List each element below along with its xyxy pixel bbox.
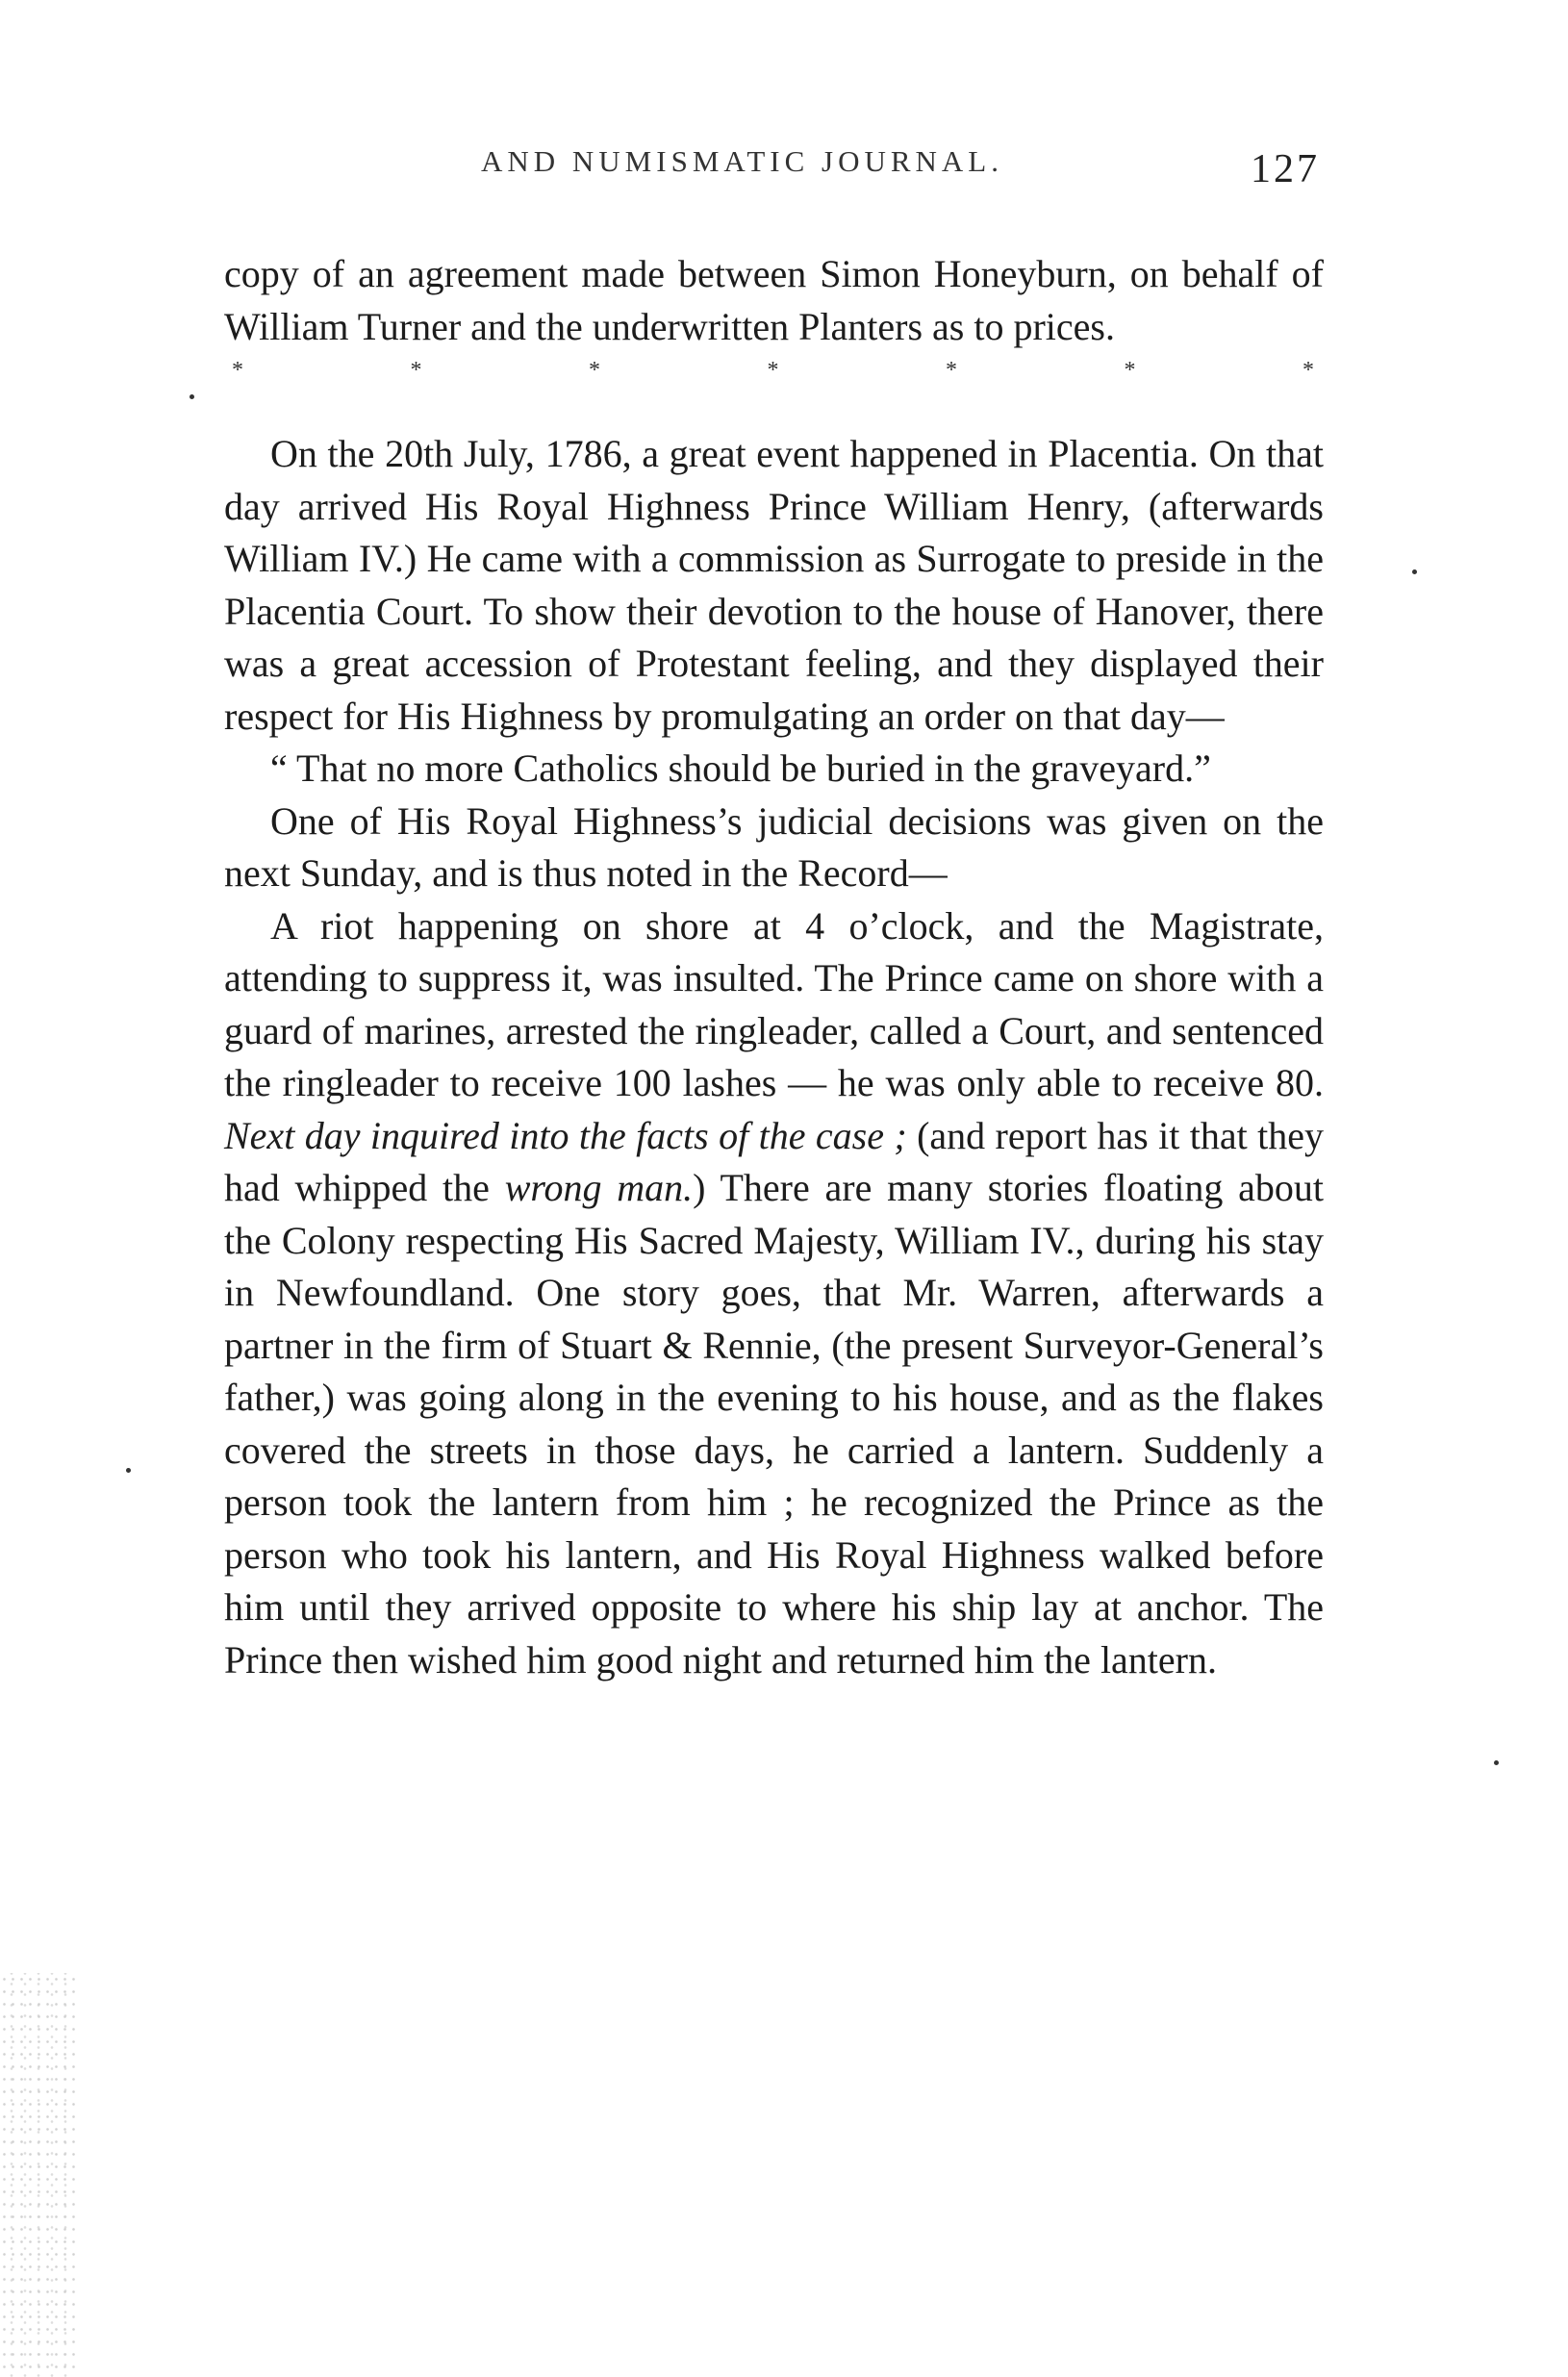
stray-ink-mark (190, 394, 194, 399)
riot-text-part3: ) There are many stories floating about the Colony respecting His Sacred Majesty, William IV., during his stay in Newfoundland. One story goes, that Mr. Warren, afterwards a partner in the firm of Stuart & Rennie, (the present Surveyor-General’s father,) was going along in the evening to his house, and as the flakes covered the streets in those days, he carried a lantern. Suddenly a person took the lantern from him ; he recognized the Prince as the person who took his lantern, and His Royal Highness walked before him until they arrived opposite to where his ship lay at anchor. The Prince then wished him good night and returned him the lantern. (224, 1166, 1324, 1682)
paragraph-riot-story (224, 900, 1324, 1687)
paragraph-graveyard-order: “ That no more Catholics should be buried in the graveyard.” (270, 746, 1211, 790)
running-head: AND NUMISMATIC JOURNAL. (481, 144, 1003, 178)
asterisk: * (1302, 358, 1314, 383)
paragraph-gap (224, 401, 1324, 428)
asterisk: * (410, 358, 422, 383)
section-break-asterisks (232, 359, 1314, 401)
stray-ink-mark (1494, 1760, 1499, 1765)
stray-ink-mark (126, 1468, 131, 1473)
asterisk: * (1124, 358, 1136, 383)
page-number: 127 (1251, 147, 1320, 191)
riot-text-part1: A riot happening on shore at 4 o’clock, and the Magistrate, attending to suppress it, was insulted. The Prince came on shore with a guard of marines, arrested the ringleader, called a Court, and sentenced the ringleader to receive 100 lashes — he was only able to receive 80. (224, 903, 1324, 1104)
body-text (224, 248, 1324, 1686)
asterisk: * (946, 358, 957, 383)
riot-text-italic-next-day: Next day inquired into the facts of the case ; (224, 1113, 907, 1157)
asterisk: * (232, 358, 243, 383)
riot-text-italic-wrong-man: wrong man. (504, 1166, 694, 1209)
paragraph-judicial-decision: One of His Royal Highness’s judicial decisions was given on the next Sunday, and is thus noted in the Record— (224, 798, 1324, 895)
stray-ink-mark (1412, 569, 1417, 574)
riot-text-part2: (and report has it that they had whipped the (224, 1113, 1324, 1209)
asterisk: * (767, 358, 779, 383)
asterisk: * (589, 358, 600, 383)
paragraph-prince-arrival: On the 20th July, 1786, a great event happened in Placentia. On that day arrived His Royal Highness Prince William Henry, (afterwards William IV.) He came with a commission as Surrogate to preside in the Placentia Court. To show their devotion to the house of Hanover, there was a great accession of Protestant feeling, and they displayed their respect for His Highness by promulgating an order on that day— (224, 432, 1324, 738)
scan-edge-speckle (0, 1973, 77, 2377)
paragraph-agreement: copy of an agreement made between Simon Honeyburn, on behalf of William Turner and the underwritten Planters as to prices. (224, 252, 1324, 348)
